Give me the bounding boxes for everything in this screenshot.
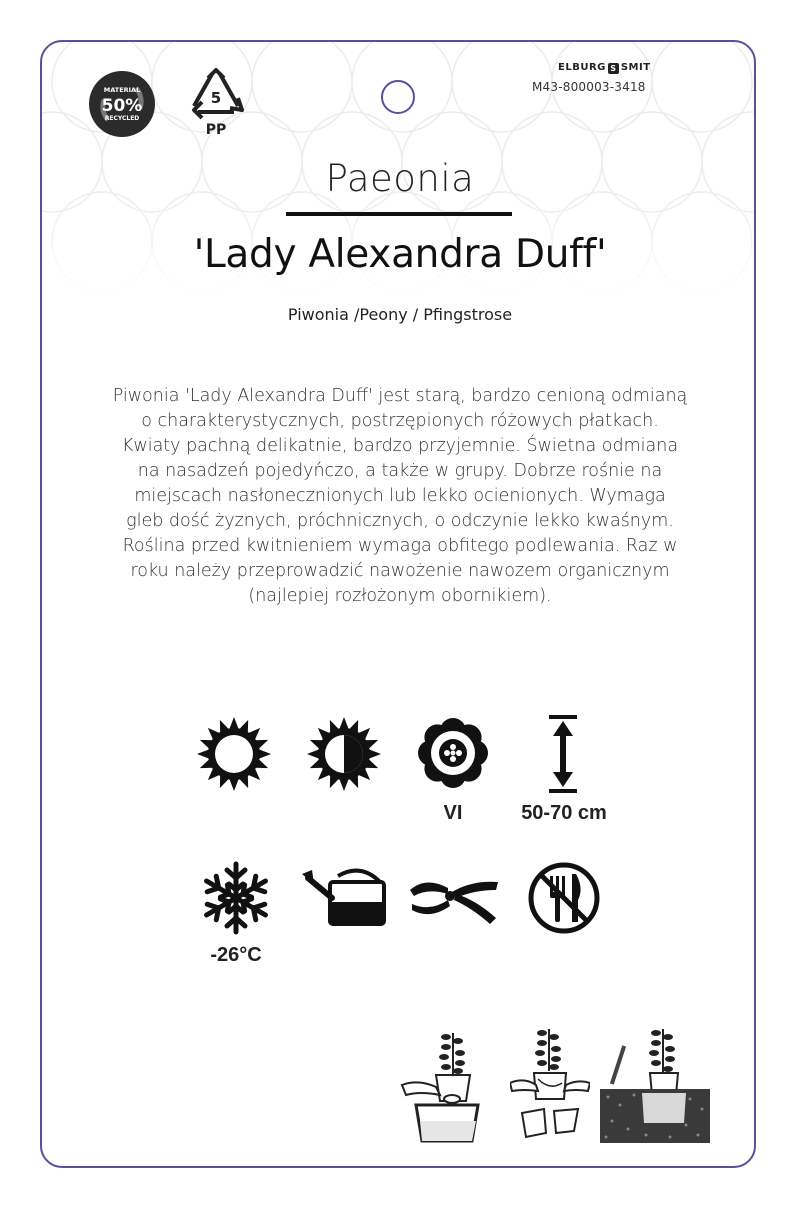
watering-can-icon: [300, 868, 390, 928]
plant-label-card: [40, 40, 756, 1168]
svg-text:50%: 50%: [101, 96, 143, 116]
common-names: Piwonia /Peony / Pfingstrose: [287, 305, 513, 324]
title-divider: [286, 212, 512, 216]
height-arrow-icon: [545, 714, 581, 794]
description-line: roku należy przeprowadzić nawożenie nawozem organicznym: [130, 561, 670, 581]
pruning-shears-icon: [408, 874, 500, 926]
genus-name: Paeonia: [325, 157, 475, 200]
description-line: o charakterystycznych, postrzępionych różowych płatkach.: [141, 411, 659, 431]
half-sun-icon: [306, 716, 382, 792]
product-code: M43-800003-3418: [532, 80, 646, 94]
description-line: miejscach nasłonecznionych lub lekko ocienionych. Wymaga: [134, 486, 666, 506]
description-line: gleb dość żyznych, próchnicznych, o odczynie lekko kwaśnym.: [126, 511, 674, 531]
brand-logo: [558, 62, 651, 74]
svg-text:PP: PP: [205, 122, 227, 138]
hardiness-temperature: -26°C: [210, 944, 262, 966]
brand-right: SMIT: [620, 62, 651, 73]
description-line: (najlepiej rozłożonym obornikiem).: [248, 586, 552, 606]
sun-icon: [196, 716, 272, 792]
plant-in-soil-icon: [600, 1025, 710, 1143]
brand-mark-icon: S: [608, 63, 619, 74]
flower-icon: [416, 716, 490, 790]
cultivar-name: 'Lady Alexandra Duff': [193, 232, 607, 277]
not-edible-icon: [526, 860, 602, 936]
plant-in-bucket-icon: [400, 1025, 482, 1143]
recycle-pp-icon: [184, 66, 248, 138]
remove-pot-icon: [510, 1025, 590, 1143]
flowering-month: VI: [443, 802, 463, 824]
recycled-material-badge-icon: [88, 70, 156, 138]
plant-description: [62, 384, 738, 609]
brand-left: ELBURG: [558, 62, 606, 73]
svg-text:MATERIAL: MATERIAL: [103, 86, 141, 94]
svg-text:RECYCLED: RECYCLED: [104, 115, 140, 122]
snowflake-icon: [198, 860, 274, 936]
description-line: Kwiaty pachną delikatnie, bardzo przyjemnie. Świetna odmiana: [121, 436, 679, 456]
svg-text:5: 5: [210, 89, 222, 107]
hang-hole: [381, 80, 415, 114]
height-range: 50-70 cm: [521, 802, 607, 824]
description-line: na nasadzeń pojedyńczo, a także w grupy. Dobrze rośnie na: [137, 461, 663, 481]
description-line: Piwonia 'Lady Alexandra Duff' jest starą, bardzo cenioną odmianą: [112, 386, 688, 406]
description-line: Roślina przed kwitnieniem wymaga obfitego podlewania. Raz w: [122, 536, 678, 556]
